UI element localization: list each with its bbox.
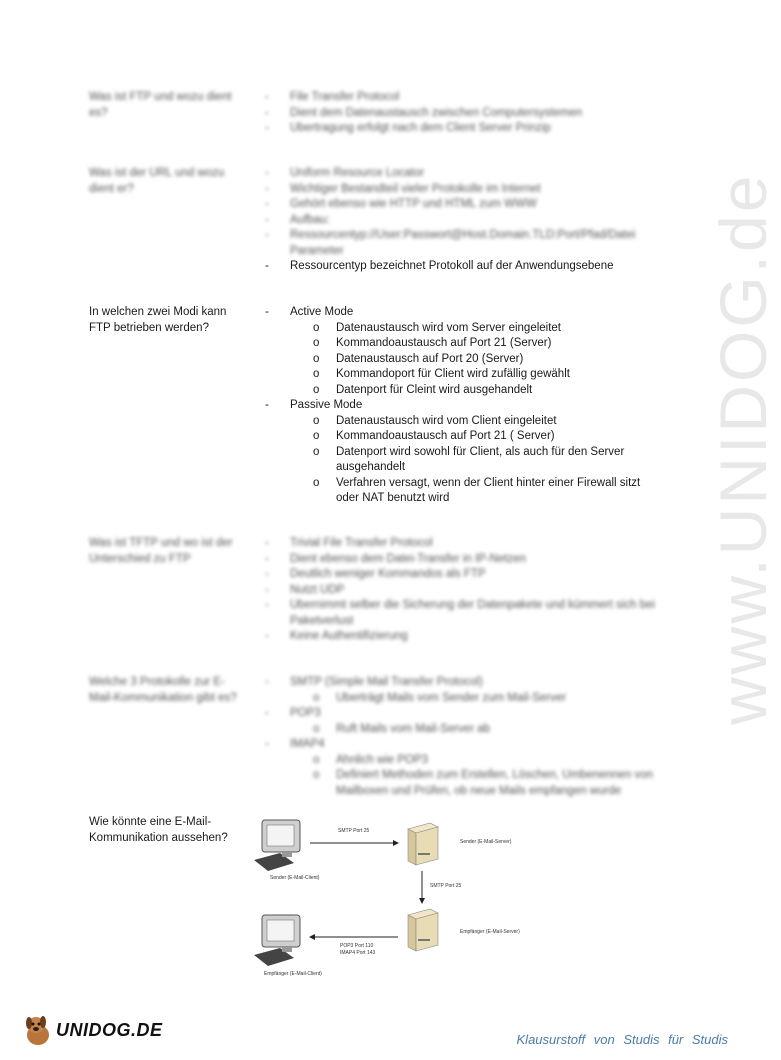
list-item [265, 706, 660, 722]
list-item-text: POP3 [290, 707, 321, 719]
list-item [265, 259, 660, 275]
sub-item-text: Ähnlich wie POP3 [336, 753, 429, 766]
unidog-logo [22, 1013, 163, 1047]
email-diagram [250, 815, 520, 980]
list-item-text: IMAP4 [290, 738, 325, 750]
question-text: Wie könnte eine E-Mail-Kommunikation aussehen? [89, 816, 228, 844]
dash-bullet: - [265, 306, 269, 318]
question-text: Welche 3 Protokolle zur E-Mail-Kommunikation gibt es? [89, 676, 237, 704]
list-item [265, 305, 660, 321]
sub-item-text: Datenport für Cleint wird ausgehandelt [336, 383, 533, 396]
sub-list-item [265, 722, 660, 738]
circle-bullet: o [313, 769, 320, 781]
receiver-client-computer-icon [254, 915, 300, 966]
list-item-text: Uniform Resource Locator [290, 167, 425, 179]
sub-item-text: Verfahren versagt, wenn der Client hinter einer Firewall sitzt oder NAT benutzt wird [336, 476, 641, 504]
dash-bullet: - [265, 229, 269, 241]
sub-list-item [265, 352, 660, 368]
dash-bullet: - [265, 552, 269, 565]
footer-tagline: Klausurstoff von Studis für Studis [516, 1032, 728, 1047]
list-item-text: Ressourcentyp bezeichnet Protokoll auf der Anwendungsebene [290, 260, 614, 272]
arrow-bottom-label-2: IMAP4 Port 143 [340, 950, 376, 956]
list-item-text: Keine Authentifizierung [290, 630, 408, 642]
dash-bullet: - [265, 106, 269, 119]
list-item-text: Dient dem Datenaustausch zwischen Computersystemen [290, 106, 583, 119]
dash-bullet: - [265, 568, 269, 580]
dash-bullet: - [265, 91, 269, 103]
dash-bullet: - [265, 198, 269, 210]
circle-bullet: o [313, 352, 320, 365]
list-item [265, 121, 660, 137]
sender-server-label: Sender (E-Mail-Server) [460, 839, 512, 845]
sub-item-text: Kommandoaustausch auf Port 21 ( Server) [336, 430, 555, 442]
arrow-right-label: SMTP Port 25 [430, 883, 462, 889]
sub-list-item [265, 383, 660, 399]
sender-server-icon [408, 823, 438, 865]
list-item [265, 536, 660, 552]
list-item [265, 90, 660, 106]
list-item [265, 106, 660, 122]
list-item-text: Aufbau: [290, 213, 330, 226]
list-item-text: Trivial File Transfer Protocol [290, 537, 433, 549]
list-item [265, 552, 660, 568]
list-item-text: Übertragung erfolgt nach dem Client Server Prinzip [290, 122, 551, 134]
sub-item-text: Kommandoport für Client wird zufällig gewählt [336, 368, 570, 380]
list-item-text: Übernimmt selber die Sicherung der Datenpakete und kümmert sich bei Paketverlust [290, 599, 655, 627]
logo-text: UNIDOG.DE [56, 1019, 163, 1040]
sub-list-item [265, 768, 660, 799]
circle-bullet: o [313, 321, 320, 334]
dash-bullet: - [265, 182, 269, 195]
arrow-bottom-label-1: POP3 Port 110 [340, 943, 374, 949]
list-item-text: Deutlich weniger Kommandos als FTP [290, 568, 486, 580]
circle-bullet: o [313, 691, 320, 704]
watermark: www.UNIDOG.de [706, 172, 780, 725]
list-item [265, 398, 660, 414]
circle-bullet: o [313, 430, 320, 442]
sub-list-item [265, 414, 660, 430]
sub-item-text: Ruft Mails vom Mail-Server ab [336, 722, 491, 735]
list-item [265, 737, 660, 753]
dash-bullet: - [265, 583, 269, 596]
dash-bullet: - [265, 260, 269, 272]
dash-bullet: - [265, 122, 269, 134]
arrow-top-label: SMTP Port 25 [338, 828, 370, 834]
list-item-text: Passive Mode [290, 399, 363, 411]
list-item [265, 598, 660, 629]
answer-list [265, 90, 660, 137]
circle-bullet: o [313, 445, 320, 458]
dash-bullet: - [265, 599, 269, 611]
question-text: Was ist FTP und wozu dient es? [89, 91, 232, 119]
circle-bullet: o [313, 753, 320, 766]
sub-list-item [265, 476, 660, 507]
circle-bullet: o [313, 476, 320, 489]
dash-bullet: - [265, 738, 269, 750]
circle-bullet: o [313, 337, 320, 349]
sender-client-computer-icon [254, 820, 300, 871]
answer-list [265, 305, 660, 507]
dash-bullet: - [265, 167, 269, 179]
circle-bullet: o [313, 368, 320, 380]
list-item-text: File Transfer Protocol [290, 91, 400, 103]
sub-list-item [265, 445, 660, 476]
list-item [265, 213, 660, 229]
dash-bullet: - [265, 213, 269, 226]
list-item-text: Gehört ebenso wie HTTP und HTML zum WWW [290, 198, 537, 210]
list-item [265, 629, 660, 645]
circle-bullet: o [313, 383, 320, 396]
dash-bullet: - [265, 676, 269, 688]
sub-item-text: Datenaustausch auf Port 20 (Server) [336, 352, 524, 365]
dash-bullet: - [265, 399, 269, 411]
sub-list-item [265, 336, 660, 352]
list-item [265, 182, 660, 198]
list-item [265, 567, 660, 583]
receiver-client-label: Empfänger (E-Mail-Client) [264, 971, 322, 977]
sub-list-item [265, 367, 660, 383]
dash-bullet: - [265, 537, 269, 549]
list-item-text: Active Mode [290, 306, 354, 318]
circle-bullet: o [313, 722, 320, 735]
list-item-text: Wichtiger Bestandteil vieler Protokolle im Internet [290, 182, 541, 195]
sub-list-item [265, 429, 660, 445]
receiver-server-icon [408, 909, 438, 951]
sub-item-text: Datenaustausch wird vom Client eingeleitet [336, 414, 557, 427]
receiver-server-label: Empfänger (E-Mail-Server) [460, 929, 520, 935]
answer-list [265, 675, 660, 799]
list-item [265, 197, 660, 213]
list-item [265, 228, 660, 259]
list-item [265, 675, 660, 691]
sub-list-item [265, 691, 660, 707]
sub-list-item [265, 321, 660, 337]
sub-item-text: Definiert Methoden zum Erstellen, Löschen, Umbenennen von Mailboxen und Prüfen, ob neue Mails empfangen wurde [336, 769, 654, 797]
dash-bullet: - [265, 630, 269, 642]
list-item-text: SMTP (Simple Mail Transfer Protocol) [290, 676, 483, 688]
circle-bullet: o [313, 414, 320, 427]
dog-icon [22, 1013, 54, 1047]
question-text: Was ist TFTP und wo ist der Unterschied zu FTP [89, 537, 233, 565]
list-item-text: Ressourcentyp://User:Passwort@Host.Domain.TLD:Port/Pfad/Datei Parameter [290, 229, 636, 257]
list-item-text: Nutzt UDP [290, 583, 345, 596]
sub-item-text: Datenaustausch wird vom Server eingeleitet [336, 321, 562, 334]
sub-item-text: Datenport wird sowohl für Client, als auch für den Server ausgehandelt [336, 445, 625, 473]
list-item [265, 166, 660, 182]
sub-list-item [265, 753, 660, 769]
answer-list [265, 166, 660, 275]
question-text: In welchen zwei Modi kann FTP betrieben werden? [89, 306, 227, 334]
dash-bullet: - [265, 707, 269, 719]
sub-item-text: Kommandoaustausch auf Port 21 (Server) [336, 337, 552, 349]
question-text: Was ist der URL und wozu dient er? [89, 167, 225, 195]
sub-item-text: Überträgt Mails vom Sender zum Mail-Server [336, 691, 567, 704]
sender-client-label: Sender (E-Mail-Client) [270, 875, 320, 881]
list-item-text: Dient ebenso dem Datei-Transfer in IP-Netzen [290, 552, 527, 565]
answer-list [265, 536, 660, 645]
list-item [265, 583, 660, 599]
